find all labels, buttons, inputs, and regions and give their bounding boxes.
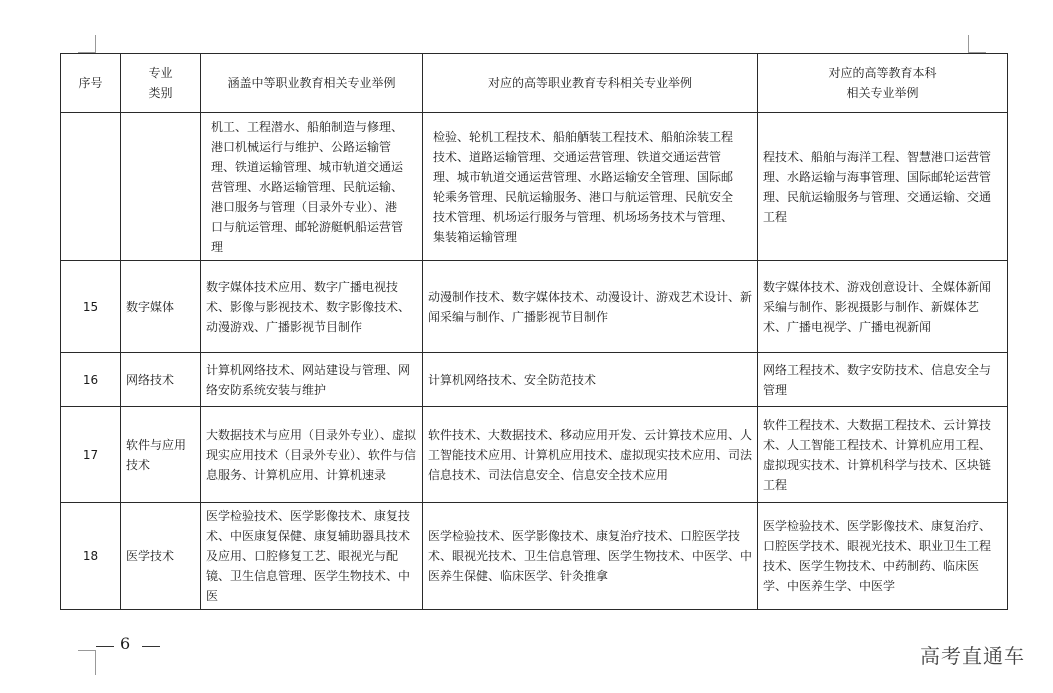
row-secondary: 大数据技术与应用（目录外专业）、虚拟现实应用技术（目录外专业）、软件与信息服务、计算机应用、计算机速录: [201, 407, 423, 503]
row-undergrad: 软件工程技术、大数据工程技术、云计算技术、人工智能工程技术、计算机应用工程、虚拟现实技术、计算机科学与技术、区块链工程: [758, 407, 1008, 503]
row-index: 16: [61, 353, 121, 407]
row-index: 18: [61, 503, 121, 610]
header-undergrad: [758, 54, 1008, 113]
row-index: [61, 113, 121, 261]
table-header-row: [61, 54, 1008, 113]
row-undergrad: 程技术、船舶与海洋工程、智慧港口运营管理、水路运输与海事管理、国际邮轮运营管理、民航运输服务与管理、交通运输、交通工程: [758, 113, 1008, 261]
page-number: 6: [120, 634, 131, 653]
row-category: 数字媒体: [121, 261, 201, 353]
row-undergrad: 网络工程技术、数字安防技术、信息安全与管理: [758, 353, 1008, 407]
row-higher-vocational: 动漫制作技术、数字媒体技术、动漫设计、游戏艺术设计、新闻采编与制作、广播影视节目制作: [423, 261, 758, 353]
row-secondary: 计算机网络技术、网站建设与管理、网络安防系统安装与维护: [201, 353, 423, 407]
crop-mark-bottom-left: [95, 650, 96, 675]
row-higher-vocational: 计算机网络技术、安全防范技术: [423, 353, 758, 407]
header-category-line2: 类别: [148, 86, 173, 100]
header-secondary: 涵盖中等职业教育相关专业举例: [201, 54, 423, 113]
page-number-dash-right: [142, 646, 160, 647]
header-undergrad-line2: 相关专业举例: [846, 86, 919, 100]
watermark: 高考直通车: [920, 644, 1025, 668]
header-undergrad-line1: 对应的高等教育本科: [828, 66, 937, 80]
table-row: [61, 407, 1008, 503]
row-category: 软件与应用技术: [121, 407, 201, 503]
header-category: [121, 54, 201, 113]
table-row: [61, 503, 1008, 610]
crop-mark-top-left: [95, 35, 96, 53]
header-higher-vocational: 对应的高等职业教育专科相关专业举例: [423, 54, 758, 113]
row-undergrad: 医学检验技术、医学影像技术、康复治疗、口腔医学技术、眼视光技术、职业卫生工程技术、医学生物技术、中药制药、临床医学、中医养生学、中医学: [758, 503, 1008, 610]
table-row: [61, 113, 1008, 261]
row-higher-vocational: 检验、轮机工程技术、船舶舾装工程技术、船舶涂装工程技术、道路运输管理、交通运营管理、铁道交通运营管理、城市轨道交通运营管理、水路运输安全管理、国际邮轮乘务管理、民航运输服务、港口与航运管理、民航安全技术管理、机场运行服务与管理、机场场务技术与管理、集装箱运输管理: [423, 113, 758, 261]
table-row: [61, 261, 1008, 353]
row-index: 17: [61, 407, 121, 503]
header-category-line1: 专业: [148, 66, 173, 80]
majors-table: [60, 53, 1008, 610]
crop-mark-bottom-left-h: [78, 650, 96, 651]
table-row: [61, 353, 1008, 407]
row-secondary: 数字媒体技术应用、数字广播电视技术、影像与影视技术、数字影像技术、动漫游戏、广播影视节目制作: [201, 261, 423, 353]
row-category: 网络技术: [121, 353, 201, 407]
row-secondary: 医学检验技术、医学影像技术、康复技术、中医康复保健、康复辅助器具技术及应用、口腔修复工艺、眼视光与配镜、卫生信息管理、医学生物技术、中医: [201, 503, 423, 610]
row-index: 15: [61, 261, 121, 353]
row-higher-vocational: 医学检验技术、医学影像技术、康复治疗技术、口腔医学技术、眼视光技术、卫生信息管理、医学生物技术、中医学、中医养生保健、临床医学、针灸推拿: [423, 503, 758, 610]
header-index: 序号: [61, 54, 121, 113]
row-undergrad: 数字媒体技术、游戏创意设计、全媒体新闻采编与制作、影视摄影与制作、新媒体艺术、广播电视学、广播电视新闻: [758, 261, 1008, 353]
page-number-dash-left: [96, 646, 114, 647]
row-category: [121, 113, 201, 261]
row-category: 医学技术: [121, 503, 201, 610]
row-secondary: 机工、工程潜水、船舶制造与修理、港口机械运行与维护、公路运输管理、铁道运输管理、城市轨道交通运营管理、水路运输管理、民航运输、港口服务与管理（目录外专业）、港口与航运管理、邮轮游艇帆船运营管理: [201, 113, 423, 261]
row-higher-vocational: 软件技术、大数据技术、移动应用开发、云计算技术应用、人工智能技术应用、计算机应用技术、虚拟现实技术应用、司法信息技术、司法信息安全、信息安全技术应用: [423, 407, 758, 503]
crop-mark-top-right: [968, 35, 969, 53]
